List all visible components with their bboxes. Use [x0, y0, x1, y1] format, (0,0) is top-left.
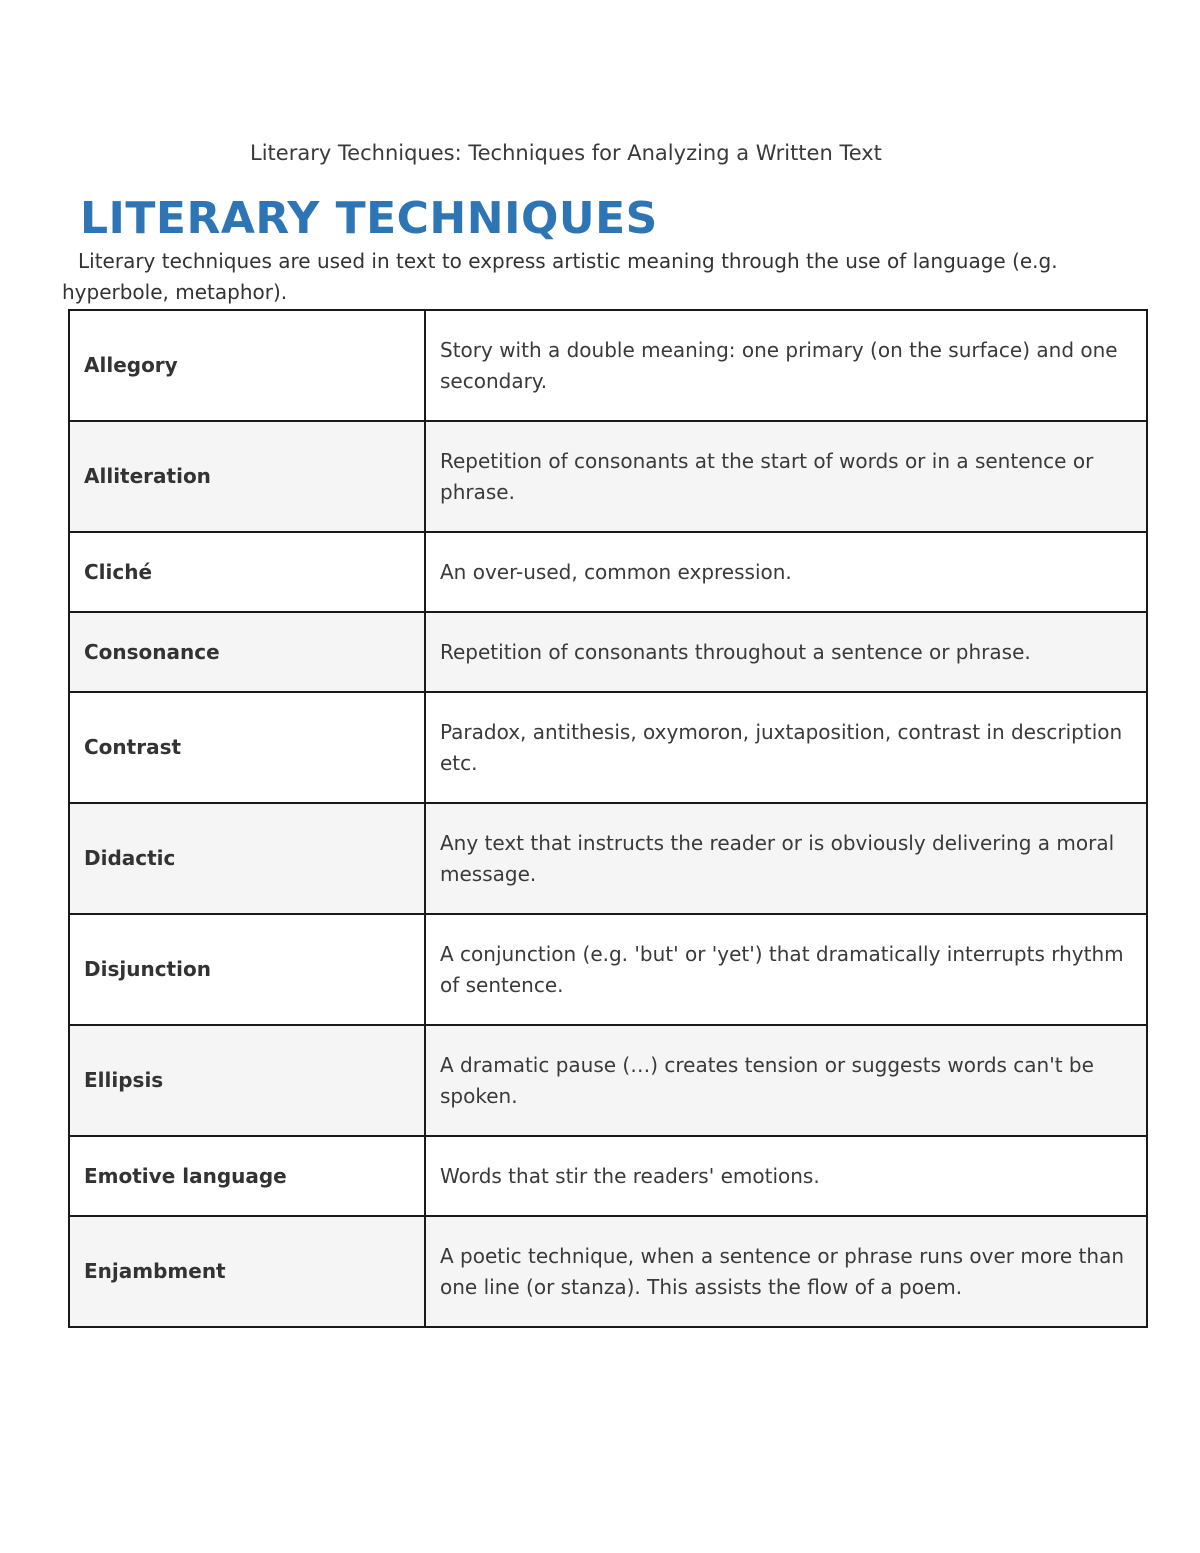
term-cell: Alliteration [69, 421, 425, 532]
page-title: LITERARY TECHNIQUES [80, 193, 658, 244]
definition-cell: A dramatic pause (…) creates tension or suggests words can't be spoken. [425, 1025, 1147, 1136]
definition-cell: Words that stir the readers' emotions. [425, 1136, 1147, 1216]
table-row [69, 421, 1147, 532]
term-cell: Contrast [69, 692, 425, 803]
term-cell: Disjunction [69, 914, 425, 1025]
definition-cell: Repetition of consonants throughout a sentence or phrase. [425, 612, 1147, 692]
techniques-table [68, 309, 1148, 1328]
definition-cell: Repetition of consonants at the start of words or in a sentence or phrase. [425, 421, 1147, 532]
table-row [69, 310, 1147, 421]
definition-cell: An over-used, common expression. [425, 532, 1147, 612]
definition-cell: A poetic technique, when a sentence or phrase runs over more than one line (or stanza). This assists the flow of a poem. [425, 1216, 1147, 1327]
table-row [69, 532, 1147, 612]
table-row [69, 1136, 1147, 1216]
definition-cell: Any text that instructs the reader or is obviously delivering a moral message. [425, 803, 1147, 914]
definition-cell: Story with a double meaning: one primary (on the surface) and one secondary. [425, 310, 1147, 421]
term-cell: Emotive language [69, 1136, 425, 1216]
term-cell: Cliché [69, 532, 425, 612]
table-row [69, 914, 1147, 1025]
page-header: Literary Techniques: Techniques for Analyzing a Written Text [250, 141, 882, 165]
term-cell: Didactic [69, 803, 425, 914]
definition-cell: A conjunction (e.g. 'but' or 'yet') that dramatically interrupts rhythm of sentence. [425, 914, 1147, 1025]
table-row [69, 1216, 1147, 1327]
term-cell: Consonance [69, 612, 425, 692]
table-row [69, 692, 1147, 803]
term-cell: Ellipsis [69, 1025, 425, 1136]
term-cell: Enjambment [69, 1216, 425, 1327]
definition-cell: Paradox, antithesis, oxymoron, juxtaposition, contrast in description etc. [425, 692, 1147, 803]
table-row [69, 612, 1147, 692]
term-cell: Allegory [69, 310, 425, 421]
table-row [69, 803, 1147, 914]
table-row [69, 1025, 1147, 1136]
intro-paragraph: Literary techniques are used in text to express artistic meaning through the use of language (e.g. hyperbole, metaphor). [62, 249, 1058, 304]
